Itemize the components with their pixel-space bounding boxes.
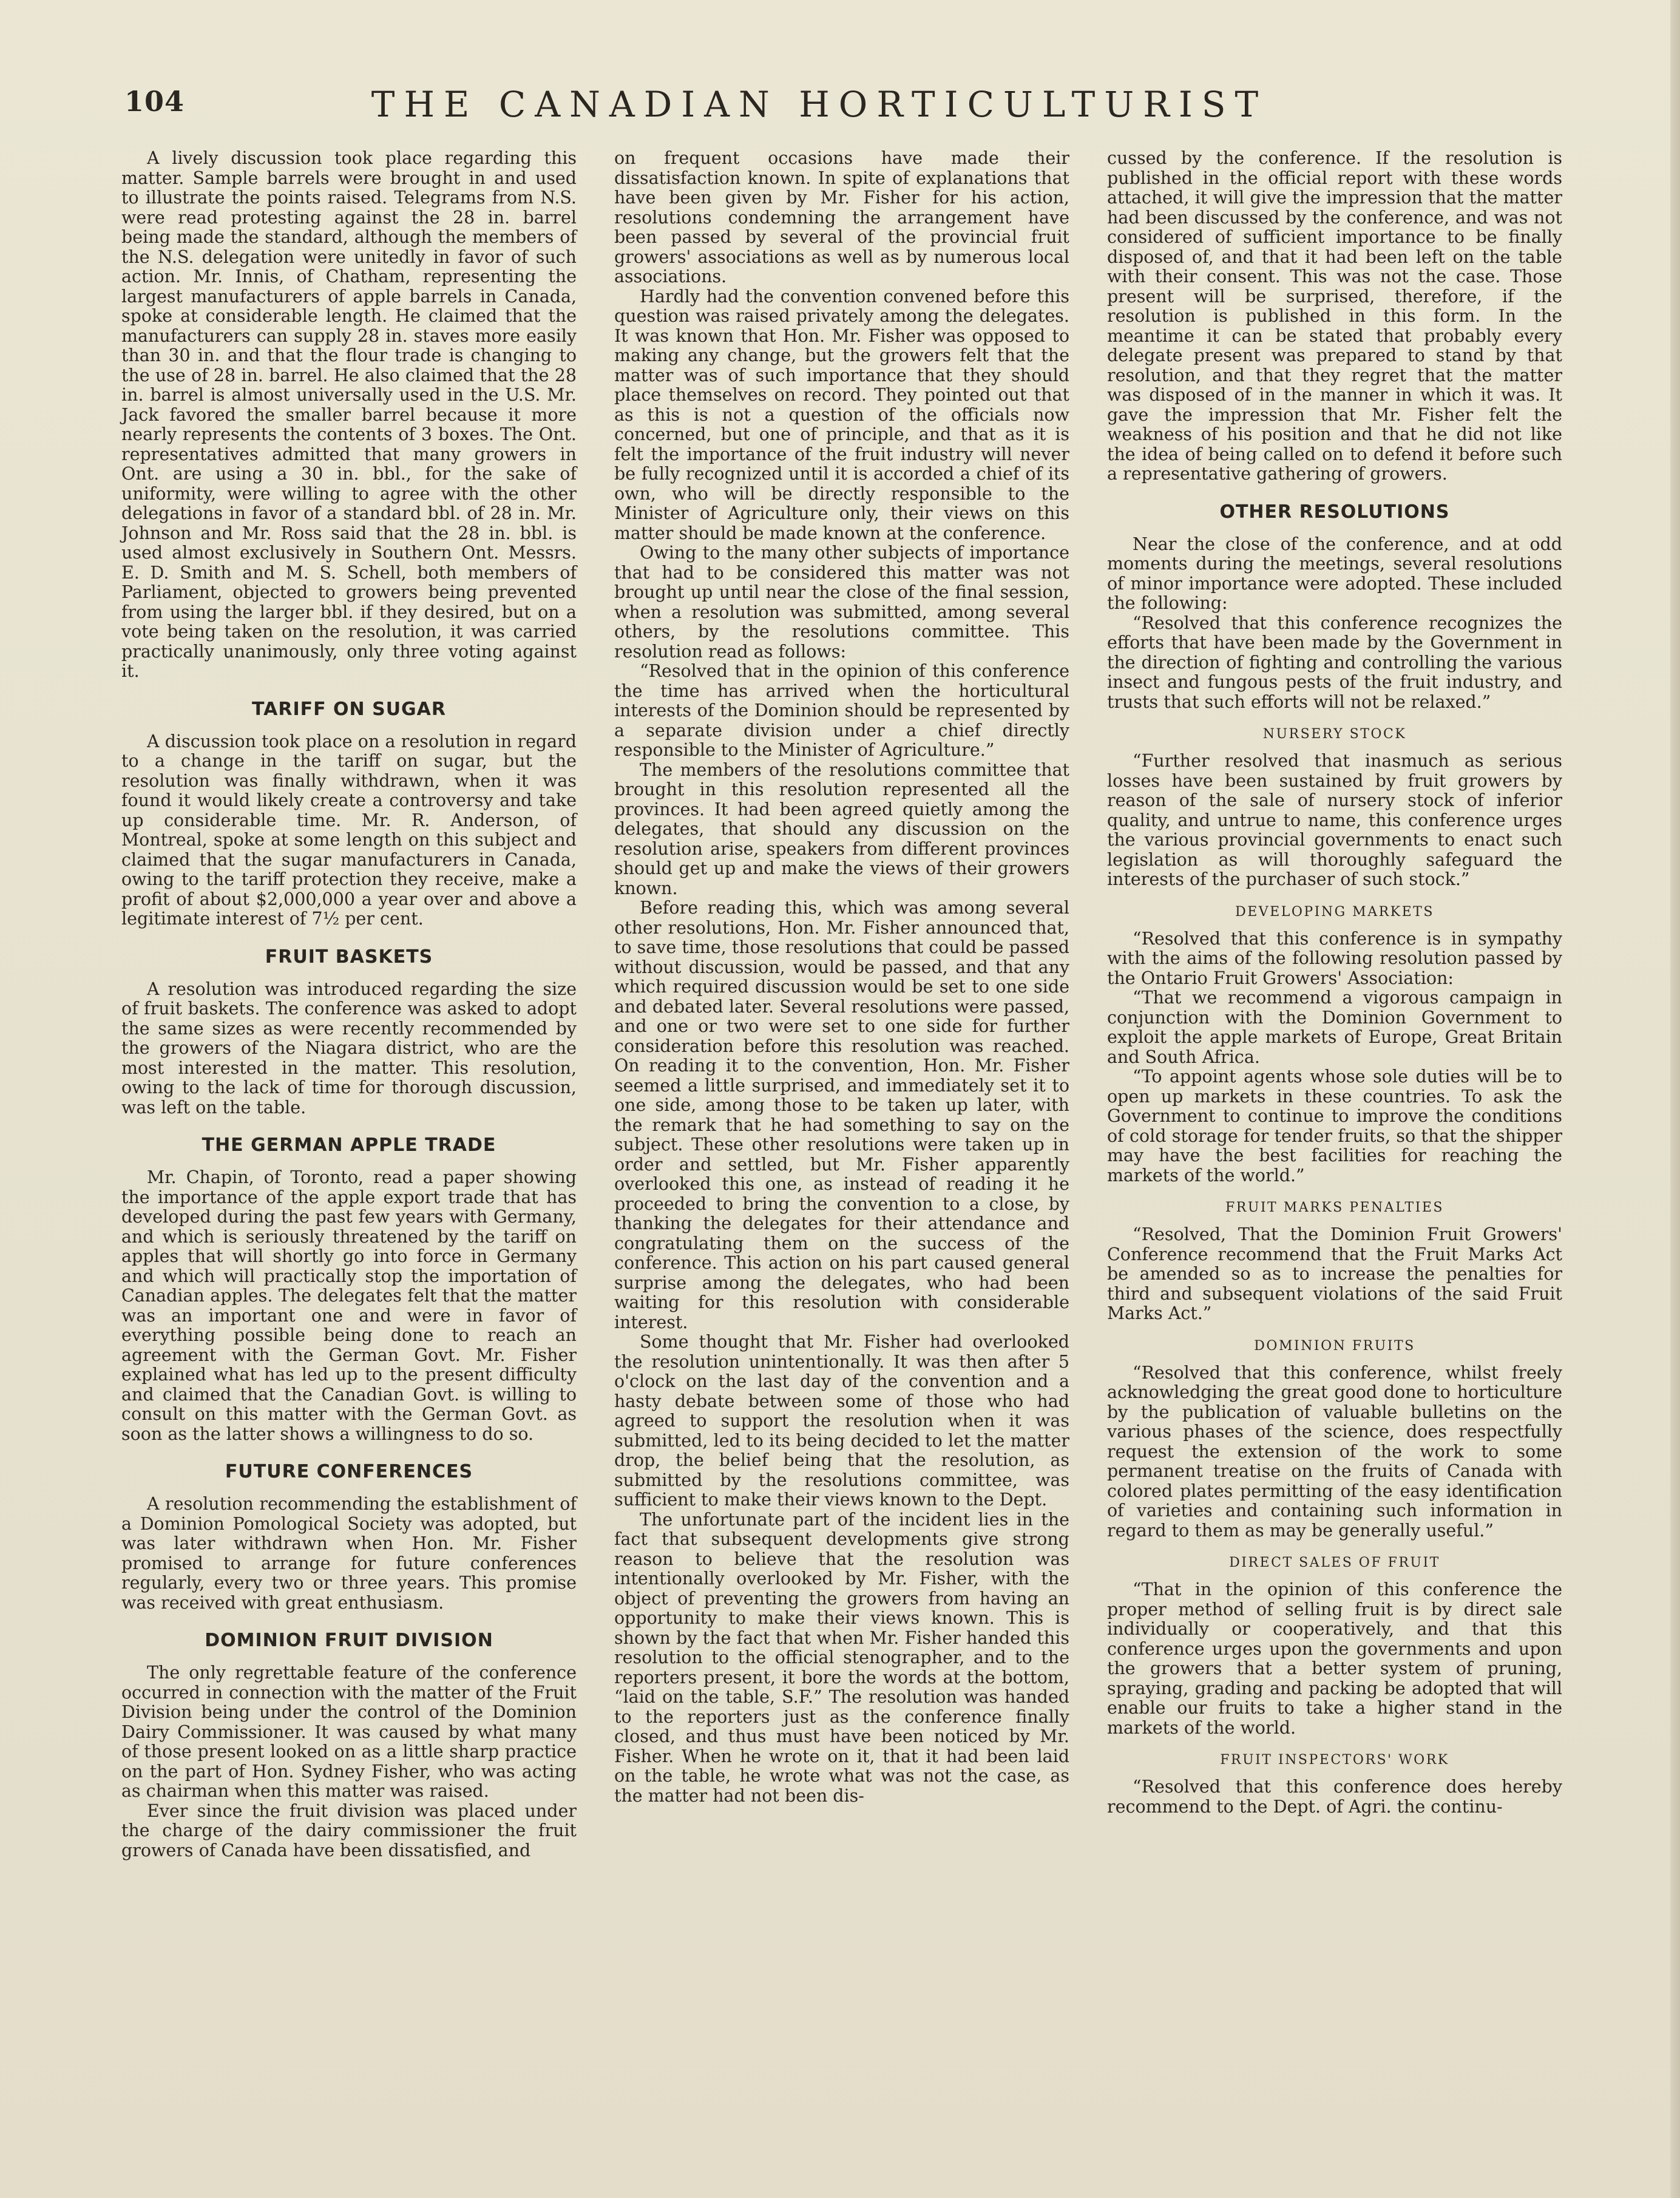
quoted-resolution: “Resolved that this conference recognizes the efforts that have been made by the Government in the direction of fighting and controlling the various insect and fungous pests of the fruit industry, and trusts that such efforts will not be relaxed.” [1107, 612, 1562, 712]
quoted-resolution: “Resolved that in the opinion of this conference the time has arrived when the horticultural interests of the Dominion should be represented by a separate division under a chief directly responsible to the Minister of Agriculture.” [614, 661, 1069, 760]
paragraph: A discussion took place on a resolution in regard to a change in the tariff on sugar, but the resolution was finally withdrawn, when it was found it would likely create a controversy and take up considerable time. Mr. R. Anderson, of Montreal, spoke at some length on this subject and claimed that the sugar manufacturers in Canada, owing to the tariff protection they receive, make a profit of about $2,000,000 a year over and above a legitimate interest of 7½ per cent. [121, 731, 577, 929]
paragraph: A resolution recommending the establishment of a Dominion Pomological Society was adopted, but was later withdrawn when Hon. Mr. Fisher promised to arrange for future conferences regularly, every two or three years. This promise was received with great enthusiasm. [121, 1494, 577, 1613]
section-heading-division: DOMINION FRUIT DIVISION [205, 1630, 493, 1651]
quoted-resolution: “To appoint agents whose sole duties will be to open up markets in these countries. To ask the Government to continue to improve the conditions of cold storage for tender fruits, so that the shipper may have the best facilities for reaching the markets of the world.” [1107, 1067, 1562, 1185]
paragraph: Before reading this, which was among several other resolutions, Hon. Mr. Fisher announced that, to save time, those resolutions that could be passed without discussion, would be passed, and that any which required discussion would be set to one side and debated later. Several resolutions were passed, and one or two were set to one side for further consideration before this resolution was reached. On reading it to the convention, Hon. Mr. Fisher seemed a little surprised, and immediately set it to one side, among those to be taken up later, with the remark that he had something to say on the subject. These other resolutions were taken up in order and settled, but Mr. Fisher apparently overlooked this one, as instead of reading it he proceeded to bring the convention to a close, by thanking the delegates for their attendance and congratulating them on the success of the conference. This action on his part caused general surprise among the delegates, who had been waiting for this resolution with considerable interest. [614, 898, 1069, 1332]
subheading-direct-sales: DIRECT SALES OF FRUIT [1229, 1555, 1440, 1570]
quoted-resolution: “That we recommend a vigorous campaign in conjunction with the Dominion Government to exploit the apple markets of Europe, Great Britain and South Africa. [1107, 988, 1562, 1067]
column-1 [121, 149, 577, 1860]
paragraph: Ever since the fruit division was placed under the charge of the dairy commissioner the fruit growers of Canada have been dissatisfied, and [121, 1800, 577, 1860]
quoted-resolution: “That in the opinion of this conference the proper method of selling fruit is by direct sale individually or cooperatively, and that this conference urges upon the governments and upon the growers that a better system of pruning, spraying, grading and packing be adopted that will enable our fruits to take a higher stand in the markets of the world. [1107, 1579, 1562, 1738]
section-heading-german: THE GERMAN APPLE TRADE [202, 1135, 496, 1156]
paragraph: Mr. Chapin, of Toronto, read a paper showing the importance of the apple export trade that has developed during the past few years with Germany, and which is seriously threatened by the tariff on apples that will shortly go into force in Germany and which will practically stop the importation of Canadian apples. The delegates felt that the matter was an important one and were in favor of everything possible being done to reach an agreement with the German Govt. Mr. Fisher explained what has led up to the present difficulty and claimed that the Canadian Govt. is willing to consult on this matter with the German Govt. as soon as the latter shows a willingness to do so. [121, 1167, 577, 1444]
paragraph: A lively discussion took place regarding this matter. Sample barrels were brought in and used to illustrate the points raised. Telegrams from N.S. were read protesting against the 28 in. barrel being made the standard, although the members of the N.S. delegation were unitedly in favor of such action. Mr. Innis, of Chatham, representing the largest manufacturers of apple barrels in Canada, spoke at considerable length. He claimed that the manufacturers can supply 28 in. staves more easily than 30 in. and that the flour trade is changing to the use of 28 in. barrel. He also claimed that the 28 in. barrel is almost universally used in the U.S. Mr. Jack favored the smaller barrel because it more nearly represents the contents of 3 boxes. The Ont. representatives admitted that many growers in Ont. are using a 30 in. bbl., for the sake of uniformity, were willing to agree with the other delegations in favor of a standard bbl. of 28 in. Mr. Johnson and Mr. Ross said that the 28 in. bbl. is used almost exclusively in Southern Ont. Messrs. E. D. Smith and M. S. Schell, both members of Parliament, objected to growers being prevented from using the larger bbl. if they desired, but on a vote being taken on the resolution, it was carried practically unanimously, only three voting against it. [121, 148, 577, 681]
subheading-inspectors: FRUIT INSPECTORS' WORK [1220, 1752, 1449, 1768]
quoted-resolution: “Resolved that this conference, whilst freely acknowledging the great good done to horticulture by the publication of valuable bulletins on the various phases of the science, does respectfully request the extension of the work to some permanent treatise on the fruits of Canada with colored plates permitting of the easy identification of varieties and containing such information in regard to them as may be generally useful.” [1107, 1362, 1562, 1541]
subheading-penalties: FRUIT MARKS PENALTIES [1225, 1200, 1445, 1215]
paragraph: Some thought that Mr. Fisher had overlooked the resolution unintentionally. It was then after 5 o'clock on the last day of the convention and a hasty debate between some of those who had agreed to support the resolution when it was submitted, led to its being decided to let the matter drop, the belief being that the resolution, as submitted by the resolutions committee, was sufficient to make their views known to the Dept. [614, 1332, 1069, 1510]
column-2 [614, 149, 1069, 1806]
column-3 [1107, 149, 1562, 1817]
paragraph: Owing to the many other subjects of importance that had to be considered this matter was not brought up until near the close of the final session, when a resolution was submitted, among several others, by the resolutions committee. This resolution read as follows: [614, 543, 1069, 662]
article-columns [121, 149, 1578, 2049]
paragraph: Hardly had the convention convened before this question was raised privately among the delegates. It was known that Hon. Mr. Fisher was opposed to making any change, but the growers felt that the matter was of such importance that they should place themselves on record. They pointed out that as this is not a question of the officials now concerned, but one of principle, and that as it is felt the importance of the fruit industry will never be fully recognized until it is accorded a chief of its own, who will be directly responsible to the Minister of Agriculture only, their views on this matter should be made known at the conference. [614, 286, 1069, 543]
paragraph: A resolution was introduced regarding the size of fruit baskets. The conference was asked to adopt the same sizes as were recently recommended by the growers of the Niagara district, who are the most interested in the matter. This resolution, owing to the lack of time for thorough discussion, was left on the table. [121, 979, 577, 1118]
paragraph: The unfortunate part of the incident lies in the fact that subsequent developments give strong reason to believe that the resolution was intentionally overlooked by Mr. Fisher, with the object of preventing the growers from having an opportunity to make their views known. This is shown by the fact that when Mr. Fisher handed this resolution to the official stenographer, and to the reporters present, it bore the words at the bottom, “laid on the table, S.F.” The resolution was handed to the reporters just as the conference finally closed, and thus must have been noticed by Mr. Fisher. When he wrote on it, that it had been laid on the table, he wrote what was not the case, as the matter had not been dis- [614, 1509, 1069, 1806]
section-heading-tariff: TARIFF ON SUGAR [251, 698, 446, 720]
paragraph: cussed by the conference. If the resolution is published in the official report with these words attached, it will give the impression that the matter had been discussed by the conference, and was not considered of sufficient importance to be finally disposed of, and that it had been left on the table with their consent. This was not the case. Those present will be surprised, therefore, if the resolution is published in this form. In the meantime it can be stated that probably every delegate present was prepared to stand by that resolution, and that they regret that the matter was disposed of in the manner in which it was. It gave the impression that Mr. Fisher felt the weakness of his position and that he did not like the idea of being called on to defend it before such a representative gathering of growers. [1107, 148, 1562, 484]
section-heading-other: OTHER RESOLUTIONS [1219, 501, 1450, 523]
quoted-resolution: “Resolved that this conference does hereby recommend to the Dept. of Agri. the continu- [1107, 1777, 1562, 1817]
section-heading-future: FUTURE CONFERENCES [225, 1461, 473, 1482]
subheading-nursery: NURSERY STOCK [1262, 727, 1407, 742]
page-number: 104 [124, 85, 185, 118]
quoted-resolution: “Further resolved that inasmuch as serious losses have been sustained by fruit growers by reason of the sale of nursery stock of inferior quality, and untrue to name, this conference urges the various provincial governments to enact such legislation as will thoroughly safeguard the interests of the purchaser of such stock.” [1107, 751, 1562, 889]
quoted-resolution: “Resolved, That the Dominion Fruit Growers' Conference recommend that the Fruit Marks Act be amended so as to increase the penalties for third and subsequent violations of the said Fruit Marks Act.” [1107, 1224, 1562, 1323]
subheading-markets: DEVELOPING MARKETS [1235, 904, 1434, 920]
paragraph: on frequent occasions have made their dissatisfaction known. In spite of explanations that have been given by Mr. Fisher for his action, resolutions condemning the arrangement have been passed by several of the provincial fruit growers' associations as well as by numerous local associations. [614, 148, 1069, 287]
paragraph: Near the close of the conference, and at odd moments during the meetings, several resolutions of minor importance were adopted. These included the following: [1107, 534, 1562, 613]
page-edge [1670, 0, 1680, 2198]
section-heading-baskets: FRUIT BASKETS [265, 946, 433, 968]
paragraph: The members of the resolutions committee that brought in this resolution represented all the provinces. It had been agreed quietly among the delegates, that should any discussion on the resolution arise, speakers from different provinces should get up and make the views of their growers known. [614, 759, 1069, 898]
page-header [124, 84, 1514, 132]
paragraph: The only regrettable feature of the conference occurred in connection with the matter of the Fruit Division being under the control of the Dominion Dairy Commissioner. It was caused by what many of those present looked on as a little sharp practice on the part of Hon. Sydney Fisher, who was acting as chairman when this matter was raised. [121, 1663, 577, 1801]
masthead-title: THE CANADIAN HORTICULTURIST [371, 84, 1268, 125]
subheading-dominion-fruits: DOMINION FRUITS [1254, 1338, 1415, 1354]
quoted-resolution: “Resolved that this conference is in sympathy with the aims of the following resolution passed by the Ontario Fruit Growers' Association: [1107, 928, 1562, 988]
